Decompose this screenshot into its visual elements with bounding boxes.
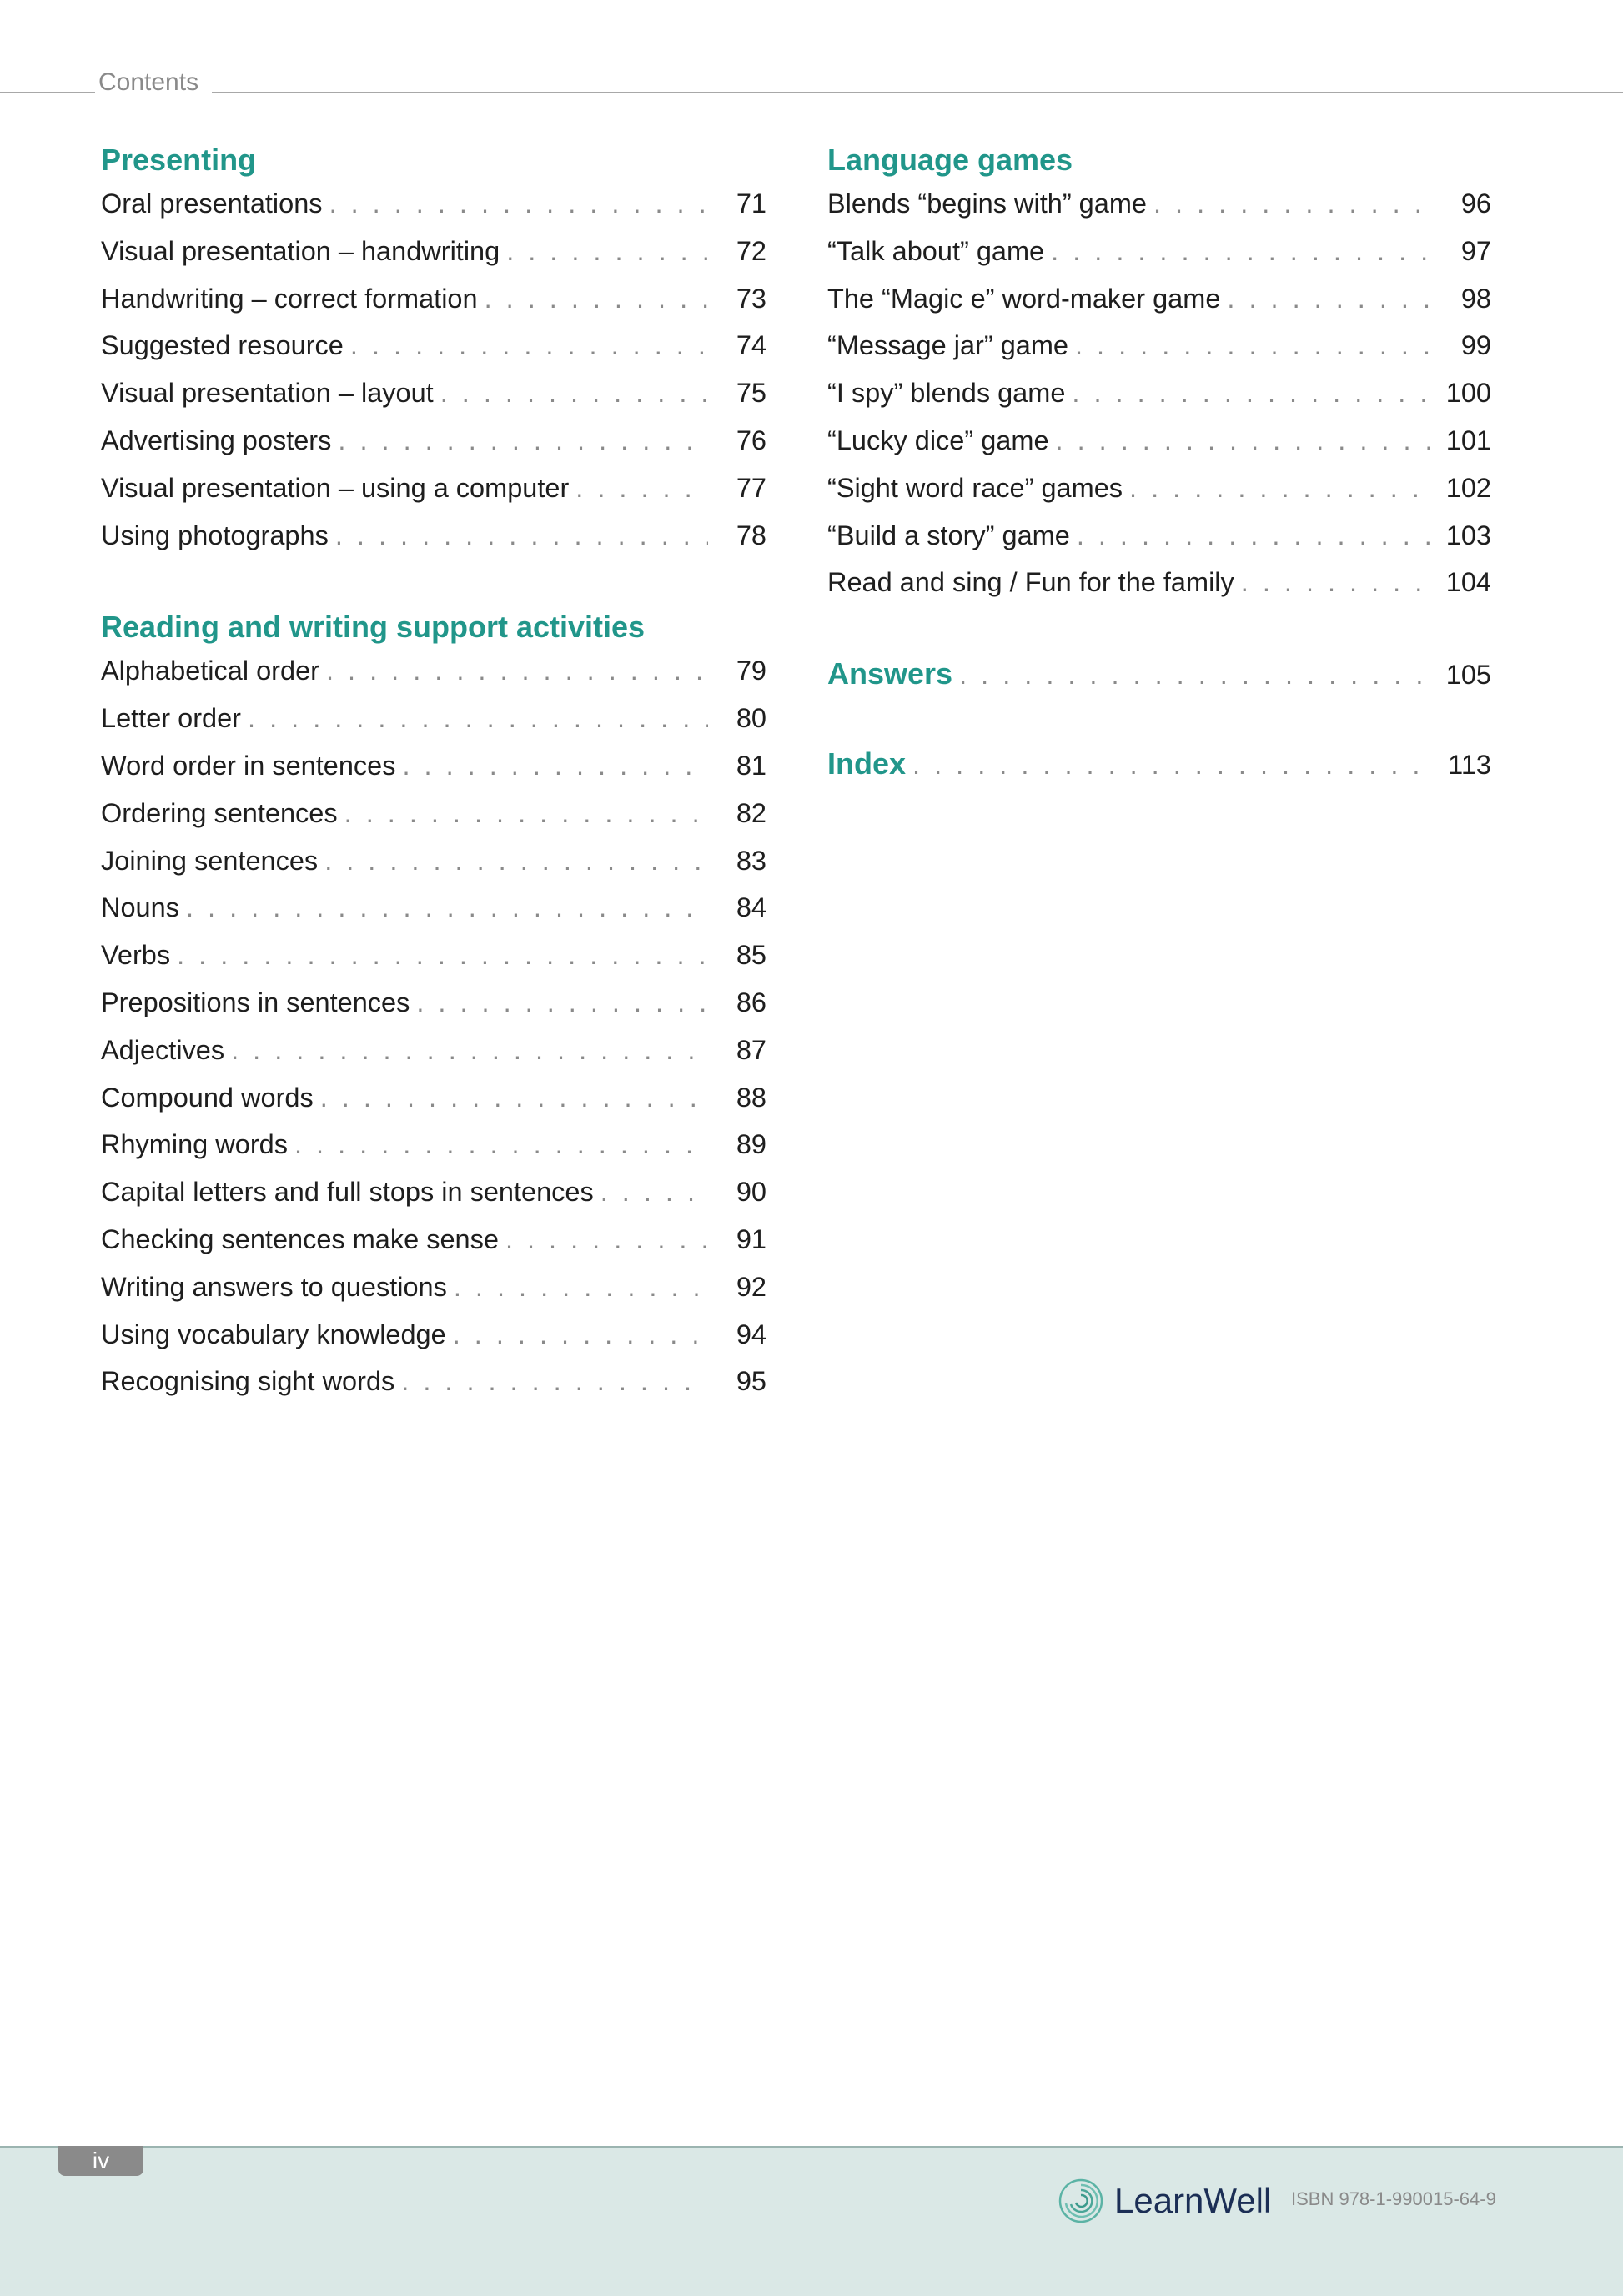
- toc-entry-label: “Message jar” game: [827, 330, 1068, 361]
- toc-entry-page: 83: [736, 845, 766, 876]
- dot-leader: [454, 1264, 708, 1311]
- dot-leader: [506, 228, 708, 275]
- toc-entry[interactable]: [827, 275, 1491, 323]
- toc-entry[interactable]: [101, 1311, 766, 1359]
- running-head-title: Contents: [98, 68, 199, 96]
- toc-entry-page: 87: [736, 1034, 766, 1065]
- toc-entry[interactable]: [101, 322, 766, 369]
- toc-entry[interactable]: [827, 512, 1491, 560]
- toc-entry[interactable]: [101, 837, 766, 885]
- dot-leader: [401, 1358, 708, 1405]
- toc-entry-page: 79: [736, 656, 766, 686]
- toc-entry-page: 92: [736, 1271, 766, 1302]
- toc-major-entry-index[interactable]: [827, 740, 1491, 788]
- toc-entry[interactable]: [101, 647, 766, 695]
- dot-leader: [320, 1074, 708, 1122]
- isbn-text: ISBN 978-1-990015-64-9: [1291, 2188, 1496, 2209]
- toc-entry[interactable]: [101, 884, 766, 932]
- dot-leader: [248, 695, 708, 742]
- dot-leader: [294, 1121, 708, 1168]
- dot-leader: [344, 790, 708, 837]
- toc-entry-page: 77: [736, 472, 766, 503]
- toc-entry-label: Capital letters and full stops in sentences: [101, 1177, 594, 1208]
- toc-entry[interactable]: [101, 742, 766, 790]
- toc-entry-page: 71: [736, 188, 766, 219]
- dot-leader: [1241, 559, 1433, 606]
- toc-entry-page: 78: [736, 520, 766, 550]
- toc-entry[interactable]: [101, 932, 766, 979]
- running-head-rule-left: [0, 92, 95, 93]
- toc-entry-page: 80: [736, 703, 766, 734]
- toc-entry-page: 82: [736, 797, 766, 828]
- toc-entry-label: Advertising posters: [101, 425, 332, 455]
- toc-entry[interactable]: [101, 1168, 766, 1216]
- dot-leader: [329, 180, 708, 228]
- toc-entry[interactable]: [101, 369, 766, 417]
- section-title-reading-writing: Reading and writing support activities: [101, 610, 646, 645]
- toc-entry[interactable]: [827, 559, 1491, 606]
- toc-entry[interactable]: [827, 417, 1491, 465]
- toc-entry-label: Rhyming words: [101, 1129, 288, 1160]
- dot-leader: [959, 651, 1433, 699]
- toc-entry-label: “Talk about” game: [827, 235, 1045, 266]
- toc-entry-label: “Lucky dice” game: [827, 425, 1049, 455]
- page-footer: [0, 2146, 1623, 2296]
- toc-entry-page: 100: [1445, 378, 1491, 409]
- toc-entry-label: Oral presentations: [101, 188, 323, 219]
- toc-entry[interactable]: [101, 695, 766, 742]
- section-spacer: [827, 698, 1491, 740]
- toc-major-label: Index: [827, 746, 907, 781]
- toc-entry[interactable]: [101, 1264, 766, 1311]
- toc-entry-page: 76: [736, 425, 766, 455]
- toc-entry-label: Alphabetical order: [101, 656, 319, 686]
- dot-leader: [1077, 512, 1433, 560]
- dot-leader: [1075, 322, 1433, 369]
- toc-entry-label: Recognising sight words: [101, 1366, 395, 1397]
- toc-entry[interactable]: [827, 369, 1491, 417]
- toc-entry[interactable]: [101, 275, 766, 323]
- dot-leader: [335, 512, 708, 560]
- toc-entry-label: Verbs: [101, 940, 171, 971]
- toc-entry-label: “Sight word race” games: [827, 472, 1123, 503]
- dot-leader: [177, 932, 708, 979]
- dot-leader: [600, 1168, 708, 1216]
- toc-entry-page: 89: [736, 1129, 766, 1160]
- section-title-presenting: Presenting: [101, 143, 257, 177]
- toc-entry-page: 74: [736, 330, 766, 361]
- toc-entry[interactable]: [827, 465, 1491, 512]
- spiral-logo-icon: [1058, 2178, 1104, 2224]
- toc-entry-page: 113: [1448, 750, 1491, 781]
- toc-entry-label: Letter order: [101, 703, 242, 734]
- toc-entry-page: 96: [1460, 188, 1491, 219]
- toc-entry-page: 81: [736, 750, 766, 781]
- toc-entry[interactable]: [101, 228, 766, 275]
- dot-leader: [485, 275, 708, 323]
- toc-entry[interactable]: [101, 979, 766, 1027]
- toc-entry-page: 95: [736, 1366, 766, 1397]
- toc-entry-page: 101: [1445, 425, 1491, 455]
- dot-leader: [912, 741, 1433, 789]
- toc-entry[interactable]: [827, 228, 1491, 275]
- toc-entry-label: “Build a story” game: [827, 520, 1070, 550]
- toc-entry[interactable]: [827, 322, 1491, 369]
- toc-entry-page: 91: [736, 1223, 766, 1254]
- toc-entry-page: 98: [1460, 283, 1491, 314]
- toc-entry-label: Prepositions in sentences: [101, 987, 410, 1017]
- toc-entry-label: The “Magic e” word-maker game: [827, 283, 1221, 314]
- toc-entry[interactable]: [101, 417, 766, 465]
- dot-leader: [1051, 228, 1433, 275]
- toc-right-column: [827, 140, 1491, 788]
- toc-entry-label: Nouns: [101, 892, 179, 923]
- toc-entry-page: 86: [736, 987, 766, 1017]
- toc-entry-page: 102: [1445, 472, 1491, 503]
- toc-entry-label: Ordering sentences: [101, 797, 338, 828]
- toc-entry-page: 104: [1445, 567, 1491, 598]
- dot-leader: [1153, 180, 1433, 228]
- dot-leader: [440, 369, 708, 417]
- toc-entry-page: 85: [736, 940, 766, 971]
- toc-entry[interactable]: [101, 512, 766, 560]
- toc-entry-label: Compound words: [101, 1082, 314, 1113]
- dot-leader: [453, 1311, 708, 1359]
- dot-leader: [402, 742, 708, 790]
- toc-entry-page: 88: [736, 1082, 766, 1113]
- dot-leader: [1072, 369, 1433, 417]
- toc-entry-page: 105: [1445, 660, 1491, 691]
- toc-entry[interactable]: [101, 1216, 766, 1264]
- toc-entry-page: 94: [736, 1319, 766, 1349]
- section-spacer: [827, 606, 1491, 650]
- toc-entry[interactable]: [827, 180, 1491, 228]
- dot-leader: [324, 837, 708, 885]
- toc-entry-label: Blends “begins with” game: [827, 188, 1147, 219]
- toc-entry[interactable]: [101, 1358, 766, 1405]
- toc-major-entry-answers[interactable]: [827, 650, 1491, 698]
- toc-entry-label: Word order in sentences: [101, 750, 396, 781]
- toc-entry-label: Read and sing / Fun for the family: [827, 567, 1234, 598]
- toc-entry-page: 72: [736, 235, 766, 266]
- toc-entry-label: Suggested resource: [101, 330, 344, 361]
- dot-leader: [1227, 275, 1433, 323]
- dot-leader: [338, 417, 708, 465]
- dot-leader: [1129, 465, 1433, 512]
- toc-entry-label: Using vocabulary knowledge: [101, 1319, 446, 1349]
- dot-leader: [186, 884, 708, 932]
- toc-entry-label: Visual presentation – using a computer: [101, 472, 570, 503]
- dot-leader: [505, 1216, 708, 1264]
- section-spacer: [101, 559, 766, 607]
- toc-entry[interactable]: [101, 180, 766, 228]
- toc-entry-label: Handwriting – correct formation: [101, 283, 478, 314]
- toc-entry-label: Joining sentences: [101, 845, 319, 876]
- brand-name: LearnWell: [1114, 2181, 1272, 2220]
- toc-entry-label: Checking sentences make sense: [101, 1223, 499, 1254]
- toc-entry-label: Using photographs: [101, 520, 329, 550]
- toc-entry-page: 75: [736, 378, 766, 409]
- toc-entry-label: Visual presentation – handwriting: [101, 235, 500, 266]
- toc-entry-label: “I spy” blends game: [827, 378, 1066, 409]
- section-title-language-games: Language games: [827, 143, 1073, 177]
- toc-entry-page: 84: [736, 892, 766, 923]
- toc-entry-page: 90: [736, 1177, 766, 1208]
- toc-entry[interactable]: [101, 1121, 766, 1168]
- dot-leader: [575, 465, 708, 512]
- dot-leader: [350, 322, 708, 369]
- toc-entry[interactable]: [101, 1027, 766, 1074]
- publisher-logo: [1058, 2178, 1271, 2224]
- dot-leader: [326, 647, 708, 695]
- running-head: [0, 70, 1623, 95]
- toc-left-column: [101, 140, 766, 1405]
- toc-entry-label: Writing answers to questions: [101, 1271, 447, 1302]
- dot-leader: [1056, 417, 1433, 465]
- toc-entry-label: Adjectives: [101, 1034, 225, 1065]
- toc-entry-page: 73: [736, 283, 766, 314]
- toc-entry-page: 103: [1445, 520, 1491, 550]
- page-number-badge: iv: [58, 2146, 143, 2176]
- toc-entry-page: 97: [1460, 235, 1491, 266]
- running-head-rule-right: [212, 92, 1623, 93]
- toc-entry-label: Visual presentation – layout: [101, 378, 434, 409]
- toc-entry-page: 99: [1460, 330, 1491, 361]
- toc-entry[interactable]: [101, 790, 766, 837]
- dot-leader: [231, 1027, 708, 1074]
- toc-entry[interactable]: [101, 1074, 766, 1122]
- toc-major-label: Answers: [827, 656, 953, 691]
- toc-entry[interactable]: [101, 465, 766, 512]
- dot-leader: [416, 979, 708, 1027]
